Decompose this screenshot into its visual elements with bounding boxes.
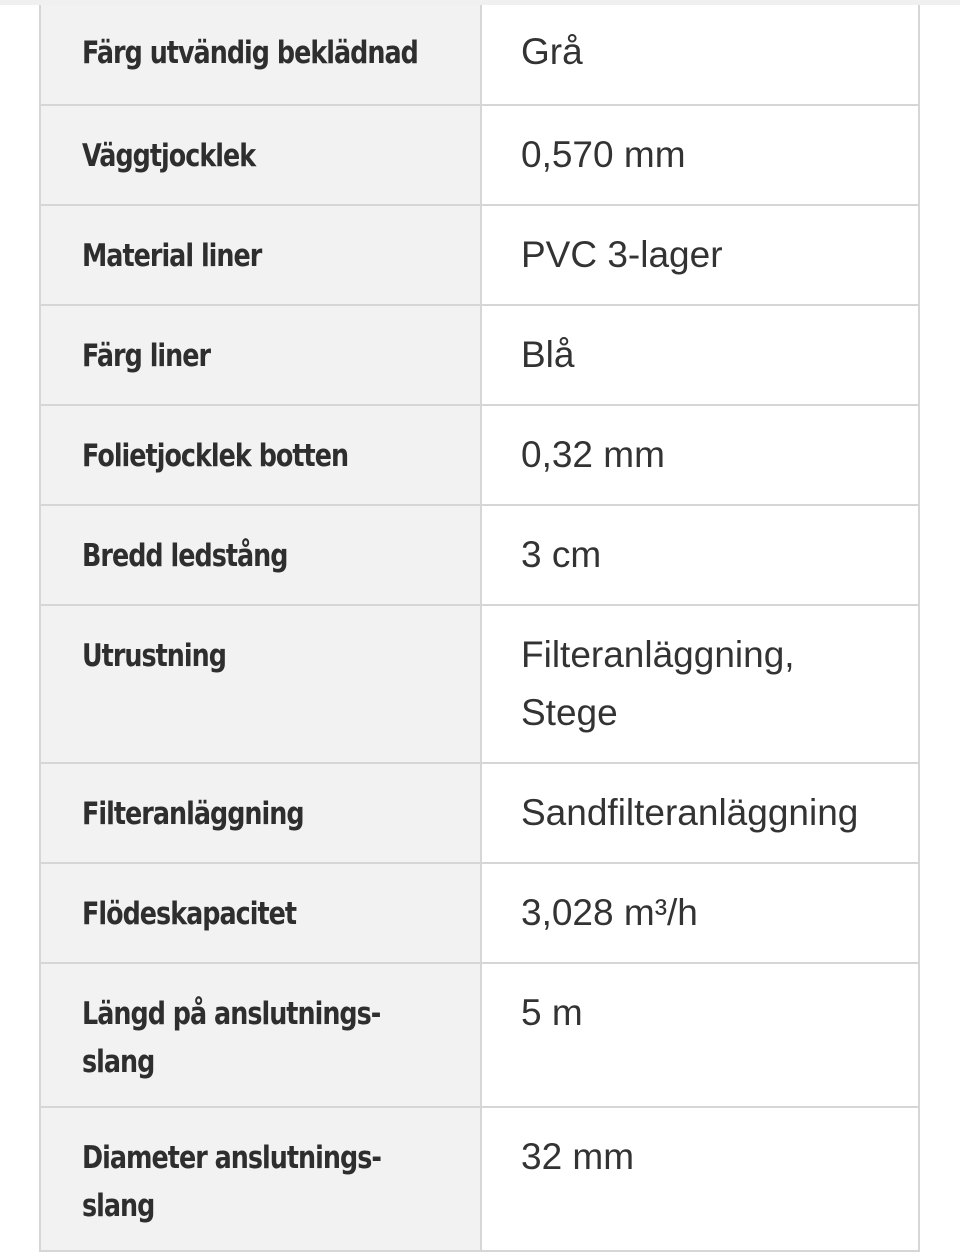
table-row	[40, 863, 919, 963]
table-row	[40, 963, 919, 1107]
table-row	[40, 1107, 919, 1251]
table-row	[40, 763, 919, 863]
table-row	[40, 405, 919, 505]
spec-value: 0,32 mm	[481, 405, 919, 505]
spec-value: PVC 3-lager	[481, 205, 919, 305]
spec-label: Färg utvändig beklädnad	[40, 5, 481, 105]
table-row	[40, 5, 919, 105]
spec-value: Grå	[481, 5, 919, 105]
table-row	[40, 605, 919, 763]
spec-value: Blå	[481, 305, 919, 405]
table-row	[40, 105, 919, 205]
spec-value: Sandfilteranläggning	[481, 763, 919, 863]
spec-value: 0,570 mm	[481, 105, 919, 205]
spec-value	[481, 605, 919, 763]
spec-label	[40, 1107, 481, 1251]
spec-label-line: slang	[82, 1044, 155, 1080]
spec-label: Väggtjocklek	[40, 105, 481, 205]
spec-label: Bredd ledstång	[40, 505, 481, 605]
spec-value: 3 cm	[481, 505, 919, 605]
spec-label-line: Diameter anslutnings-	[82, 1140, 381, 1176]
spec-label: Filteranläggning	[40, 763, 481, 863]
specification-table	[39, 5, 920, 1252]
spec-label: Utrustning	[40, 605, 481, 763]
table-row	[40, 505, 919, 605]
spec-label-line: slang	[82, 1188, 155, 1224]
spec-label: Färg liner	[40, 305, 481, 405]
spec-label	[40, 963, 481, 1107]
table-row	[40, 305, 919, 405]
spec-label: Folietjocklek botten	[40, 405, 481, 505]
spec-label-line: Längd på anslutnings-	[82, 996, 381, 1032]
spec-value: 5 m	[481, 963, 919, 1107]
spec-label: Material liner	[40, 205, 481, 305]
spec-value-line: Filteranläggning,	[521, 634, 795, 675]
spec-label: Flödeskapacitet	[40, 863, 481, 963]
spec-value: 32 mm	[481, 1107, 919, 1251]
table-row	[40, 205, 919, 305]
spec-value: 3,028 m³/h	[481, 863, 919, 963]
spec-value-line: Stege	[521, 692, 618, 733]
